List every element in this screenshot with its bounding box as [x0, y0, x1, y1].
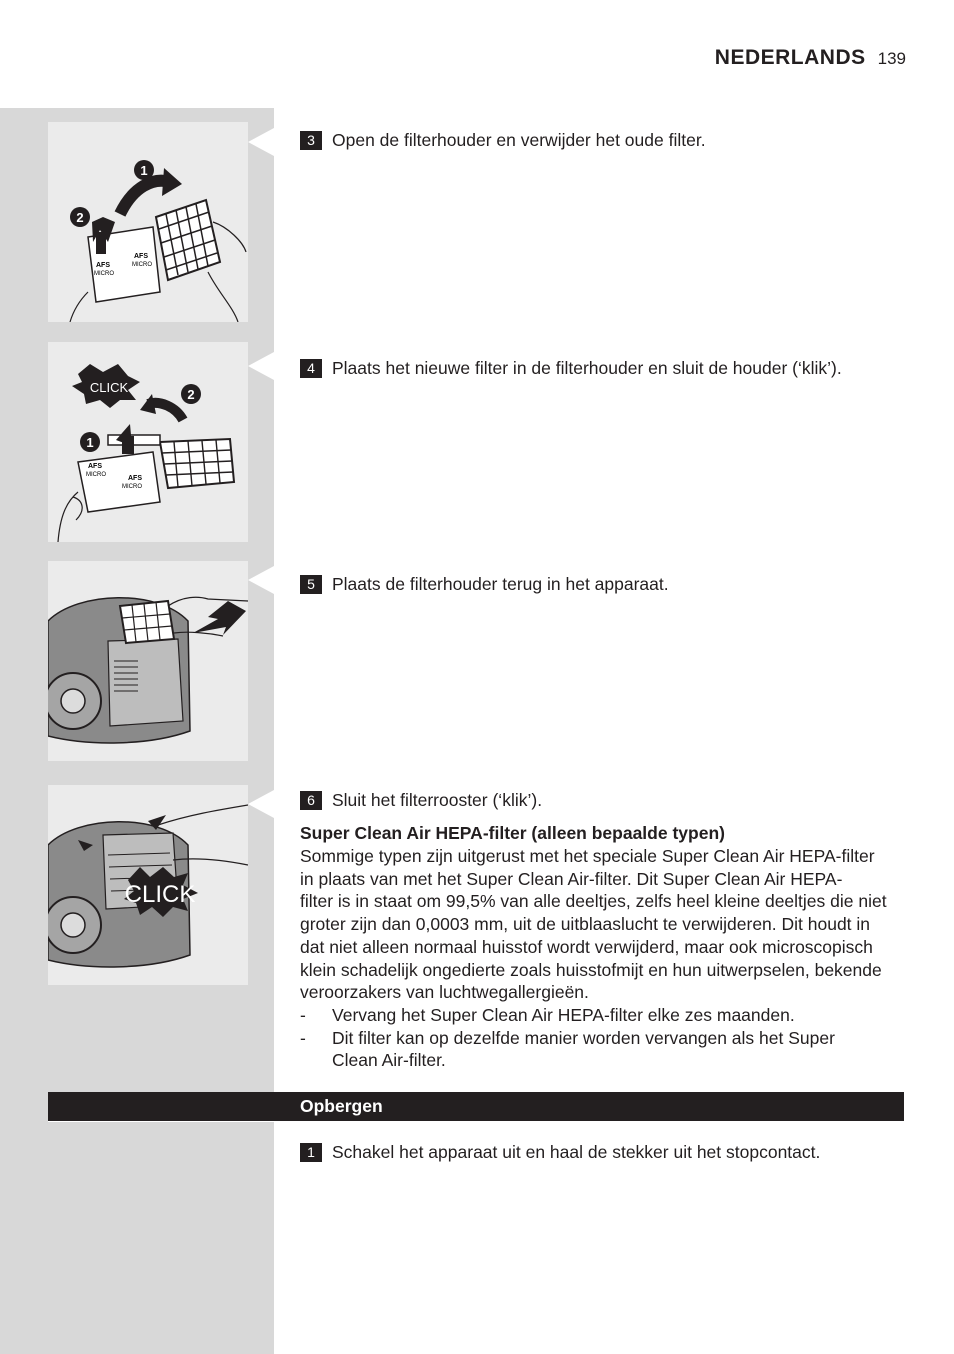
- section-heading: Super Clean Air HEPA-filter (alleen bepaalde typen): [300, 823, 725, 843]
- figure-insert-new-filter: [48, 342, 248, 542]
- list-item: [300, 1004, 906, 1027]
- paragraph-line: veroorzakers van luchtwegallergieën.: [300, 982, 589, 1003]
- filter-holder-open-illustration: [48, 122, 248, 322]
- paragraph-line: dat niet alleen normaal huisstof wordt verwijderd, maar ook microscopisch: [300, 936, 873, 957]
- figure-pointer: [248, 566, 274, 594]
- step-number-badge: 1: [300, 1143, 322, 1162]
- step-text: Open de filterhouder en verwijder het oude filter.: [332, 130, 706, 150]
- step-number-badge: 6: [300, 791, 322, 810]
- step-3: [300, 129, 706, 151]
- bullet-list: [300, 1004, 906, 1072]
- afs-label: AFS: [128, 475, 142, 482]
- figure-pointer: [248, 352, 274, 380]
- click-label: CLICK: [124, 881, 196, 908]
- step-text: Schakel het apparaat uit en haal de stekker uit het stopcontact.: [332, 1142, 821, 1162]
- afs-label: AFS: [88, 463, 102, 470]
- afs-label: AFS: [96, 262, 110, 269]
- callout-number: 1: [140, 163, 148, 178]
- paragraph-line: klein schadelijk ongedierte zoals huisstofmijt en hun uitwerpselen, bekende: [300, 959, 882, 980]
- step-number-badge: 4: [300, 359, 322, 378]
- micro-label: MICRO: [132, 262, 152, 268]
- micro-label: MICRO: [94, 271, 114, 277]
- callout-number: 2: [76, 210, 84, 225]
- paragraph-line: in plaats van met het Super Clean Air-filter. Dit Super Clean Air HEPA-: [300, 868, 843, 889]
- paragraph-line: filter is in staat om 99,5% van alle deeltjes, zelfs heel kleine deeltjes die niet: [300, 891, 887, 912]
- micro-label: MICRO: [122, 484, 142, 490]
- section-bar-title: Opbergen: [300, 1096, 383, 1116]
- page-header: [715, 46, 906, 70]
- click-label: CLICK: [89, 380, 129, 395]
- step-text: Plaats het nieuwe filter in de filterhouder en sluit de houder (‘klik’).: [332, 358, 842, 378]
- figure-pointer: [248, 128, 274, 156]
- step-4: [300, 357, 842, 379]
- list-item-text: Clean Air-filter.: [332, 1050, 446, 1071]
- step-5: [300, 573, 669, 595]
- page-number: 139: [877, 49, 906, 68]
- figure-open-filter-holder: [48, 122, 248, 322]
- micro-label: MICRO: [86, 472, 106, 478]
- step-text: Sluit het filterrooster (‘klik’).: [332, 790, 543, 810]
- paragraph-line: groter zijn dan 0,0003 mm, uit de uitblaaslucht te verwijderen. Dit houdt in: [300, 914, 871, 935]
- figure-place-holder-back: [48, 561, 248, 761]
- section-bar-storage: [48, 1092, 904, 1121]
- language-label: NEDERLANDS: [714, 46, 866, 69]
- vacuum-click-illustration: [48, 785, 248, 985]
- step-number-badge: 5: [300, 575, 322, 594]
- list-item: [300, 1027, 906, 1072]
- paragraph-line: Sommige typen zijn uitgerust met het speciale Super Clean Air HEPA-filter: [300, 846, 875, 866]
- section-paragraph: [300, 845, 906, 1004]
- filter-insert-illustration: [48, 342, 248, 542]
- list-item-text: Dit filter kan op dezelfde manier worden vervangen als het Super: [332, 1027, 835, 1048]
- hepa-section: [300, 822, 906, 1072]
- list-dash: -: [300, 1027, 306, 1048]
- list-dash: -: [300, 1004, 306, 1025]
- afs-label: AFS: [134, 253, 148, 260]
- step-text: Plaats de filterhouder terug in het apparaat.: [332, 574, 669, 594]
- list-item-text: Vervang het Super Clean Air HEPA-filter elke zes maanden.: [332, 1004, 795, 1025]
- step-number-badge: 3: [300, 131, 322, 150]
- vacuum-illustration: [48, 561, 248, 761]
- divider: [48, 1121, 274, 1122]
- figure-pointer: [248, 790, 274, 818]
- storage-step-1: [300, 1141, 820, 1163]
- callout-number: 2: [187, 387, 195, 402]
- figure-close-grille: [48, 785, 248, 985]
- step-6: [300, 789, 542, 811]
- callout-number: 1: [86, 435, 94, 450]
